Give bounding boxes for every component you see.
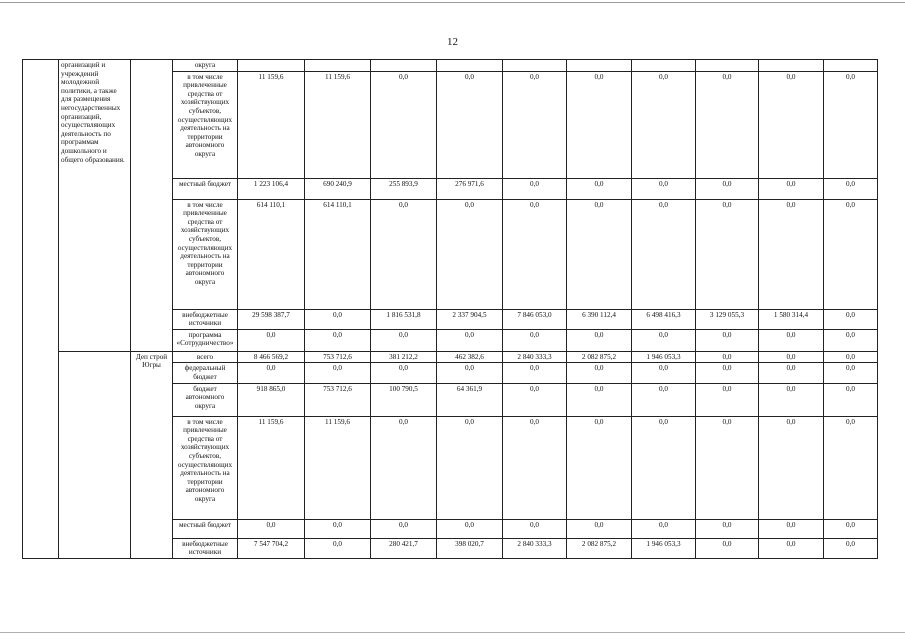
budget-table [22, 59, 878, 559]
value-cell: 0,0 [759, 383, 824, 416]
value-cell: 0,0 [503, 199, 567, 309]
value-cell: 0,0 [437, 416, 503, 519]
funding-source: в том числе привлеченные средства от хозяйствующих субъектов, осуществляющих деятельность на территории автономного округа [173, 71, 238, 178]
value-cell: 1 816 531,8 [371, 309, 437, 329]
value-cell: 0,0 [824, 519, 878, 538]
value-cell: 3 129 055,3 [696, 309, 759, 329]
value-cell [824, 60, 878, 72]
value-cell: 1 946 053,3 [632, 351, 696, 363]
value-cell [759, 60, 824, 72]
funding-source: всего [173, 351, 238, 363]
value-cell: 1 946 053,3 [632, 538, 696, 558]
funding-source: программа «Сотрудничество» [173, 329, 238, 351]
value-cell: 0,0 [238, 519, 305, 538]
bottom-scan-rule [0, 632, 905, 633]
blank-cell [23, 60, 59, 559]
value-cell: 753 712,6 [305, 351, 371, 363]
value-cell: 0,0 [759, 538, 824, 558]
funding-source: внебюджетные источники [173, 538, 238, 558]
value-cell: 1 223 106,4 [238, 178, 305, 199]
value-cell: 0,0 [696, 519, 759, 538]
value-cell: 0,0 [238, 329, 305, 351]
value-cell: 462 382,6 [437, 351, 503, 363]
value-cell: 0,0 [696, 178, 759, 199]
value-cell: 398 020,7 [437, 538, 503, 558]
value-cell [238, 60, 305, 72]
value-cell: 0,0 [632, 178, 696, 199]
value-cell: 276 971,6 [437, 178, 503, 199]
value-cell: 0,0 [759, 178, 824, 199]
value-cell: 0,0 [824, 309, 878, 329]
value-cell: 0,0 [437, 519, 503, 538]
value-cell: 0,0 [503, 383, 567, 416]
value-cell [371, 60, 437, 72]
value-cell: 0,0 [696, 538, 759, 558]
value-cell: 0,0 [824, 329, 878, 351]
funding-source: федеральный бюджет [173, 363, 238, 383]
value-cell: 918 865,0 [238, 383, 305, 416]
value-cell: 0,0 [759, 71, 824, 178]
value-cell: 280 421,7 [371, 538, 437, 558]
value-cell: 0,0 [696, 363, 759, 383]
value-cell: 0,0 [238, 363, 305, 383]
value-cell: 6 498 416,3 [632, 309, 696, 329]
value-cell: 0,0 [632, 363, 696, 383]
value-cell: 0,0 [632, 71, 696, 178]
value-cell: 0,0 [632, 199, 696, 309]
value-cell: 11 159,6 [238, 71, 305, 178]
value-cell: 0,0 [437, 199, 503, 309]
value-cell: 0,0 [824, 416, 878, 519]
funding-source: местный бюджет [173, 519, 238, 538]
value-cell: 0,0 [824, 351, 878, 363]
value-cell: 0,0 [567, 329, 632, 351]
value-cell: 0,0 [759, 351, 824, 363]
value-cell: 0,0 [503, 329, 567, 351]
value-cell: 0,0 [759, 416, 824, 519]
value-cell: 1 580 314,4 [759, 309, 824, 329]
value-cell: 0,0 [759, 519, 824, 538]
value-cell: 0,0 [305, 329, 371, 351]
value-cell: 0,0 [371, 363, 437, 383]
value-cell: 255 893,9 [371, 178, 437, 199]
value-cell: 7 846 053,0 [503, 309, 567, 329]
funding-source: внебюджетные источники [173, 309, 238, 329]
value-cell: 2 337 904,5 [437, 309, 503, 329]
value-cell: 0,0 [632, 416, 696, 519]
table-row [23, 60, 878, 72]
value-cell: 0,0 [437, 363, 503, 383]
value-cell: 0,0 [824, 383, 878, 416]
value-cell: 0,0 [632, 519, 696, 538]
value-cell: 0,0 [696, 351, 759, 363]
value-cell: 614 110,1 [305, 199, 371, 309]
value-cell: 0,0 [503, 416, 567, 519]
value-cell: 2 840 333,3 [503, 538, 567, 558]
value-cell: 0,0 [371, 329, 437, 351]
value-cell: 64 361,9 [437, 383, 503, 416]
value-cell: 0,0 [824, 199, 878, 309]
description-blank [59, 351, 131, 558]
value-cell: 0,0 [824, 363, 878, 383]
funding-source: бюджет автономного округа [173, 383, 238, 416]
value-cell: 100 790,5 [371, 383, 437, 416]
page-number: 12 [447, 36, 458, 48]
value-cell: 614 110,1 [238, 199, 305, 309]
executor-blank [131, 60, 173, 352]
value-cell: 0,0 [696, 199, 759, 309]
value-cell: 0,0 [567, 178, 632, 199]
value-cell: 0,0 [824, 71, 878, 178]
value-cell: 0,0 [305, 309, 371, 329]
value-cell [567, 60, 632, 72]
value-cell: 2 840 333,3 [503, 351, 567, 363]
value-cell: 0,0 [567, 383, 632, 416]
value-cell: 0,0 [696, 383, 759, 416]
value-cell: 0,0 [567, 199, 632, 309]
top-scan-rule [0, 2, 905, 3]
value-cell: 0,0 [503, 363, 567, 383]
value-cell: 7 547 704,2 [238, 538, 305, 558]
funding-source: местный бюджет [173, 178, 238, 199]
value-cell: 0,0 [567, 71, 632, 178]
value-cell: 0,0 [371, 519, 437, 538]
value-cell: 11 159,6 [305, 416, 371, 519]
value-cell: 0,0 [632, 329, 696, 351]
value-cell: 0,0 [632, 383, 696, 416]
table-row [23, 351, 878, 363]
value-cell [305, 60, 371, 72]
value-cell: 0,0 [567, 363, 632, 383]
value-cell: 753 712,6 [305, 383, 371, 416]
value-cell: 0,0 [371, 199, 437, 309]
value-cell: 29 598 387,7 [238, 309, 305, 329]
value-cell: 0,0 [305, 363, 371, 383]
value-cell: 0,0 [824, 178, 878, 199]
value-cell: 0,0 [759, 363, 824, 383]
value-cell: 0,0 [305, 519, 371, 538]
value-cell: 0,0 [503, 178, 567, 199]
value-cell: 0,0 [437, 71, 503, 178]
value-cell: 0,0 [305, 538, 371, 558]
value-cell [696, 60, 759, 72]
value-cell: 2 082 875,2 [567, 351, 632, 363]
funding-source: в том числе привлеченные средства от хозяйствующих субъектов, осуществляющих деятельность на территории автономного округа [173, 199, 238, 309]
value-cell: 0,0 [567, 416, 632, 519]
value-cell: 8 466 569,2 [238, 351, 305, 363]
value-cell: 0,0 [696, 71, 759, 178]
funding-source: в том числе привлеченные средства от хозяйствующих субъектов, осуществляющих деятельность на территории автономного округа [173, 416, 238, 519]
value-cell: 0,0 [371, 416, 437, 519]
program-description: организаций и учреждений молодежной политики, а также для размещения негосударственных организаций, осуществляющих деятельность по программам дошкольного и общего образования. [59, 60, 131, 352]
value-cell: 11 159,6 [238, 416, 305, 519]
value-cell: 6 390 112,4 [567, 309, 632, 329]
value-cell: 0,0 [696, 329, 759, 351]
value-cell: 0,0 [759, 329, 824, 351]
value-cell: 2 082 875,2 [567, 538, 632, 558]
table-body [23, 60, 878, 559]
value-cell: 11 159,6 [305, 71, 371, 178]
value-cell: 0,0 [503, 519, 567, 538]
value-cell: 690 240,9 [305, 178, 371, 199]
value-cell: 0,0 [759, 199, 824, 309]
value-cell: 0,0 [437, 329, 503, 351]
funding-source: округа [173, 60, 238, 72]
value-cell [632, 60, 696, 72]
value-cell [437, 60, 503, 72]
executor: Деп строй Югры [131, 351, 173, 558]
value-cell [503, 60, 567, 72]
value-cell: 381 212,2 [371, 351, 437, 363]
value-cell: 0,0 [503, 71, 567, 178]
value-cell: 0,0 [567, 519, 632, 538]
value-cell: 0,0 [824, 538, 878, 558]
value-cell: 0,0 [371, 71, 437, 178]
value-cell: 0,0 [696, 416, 759, 519]
